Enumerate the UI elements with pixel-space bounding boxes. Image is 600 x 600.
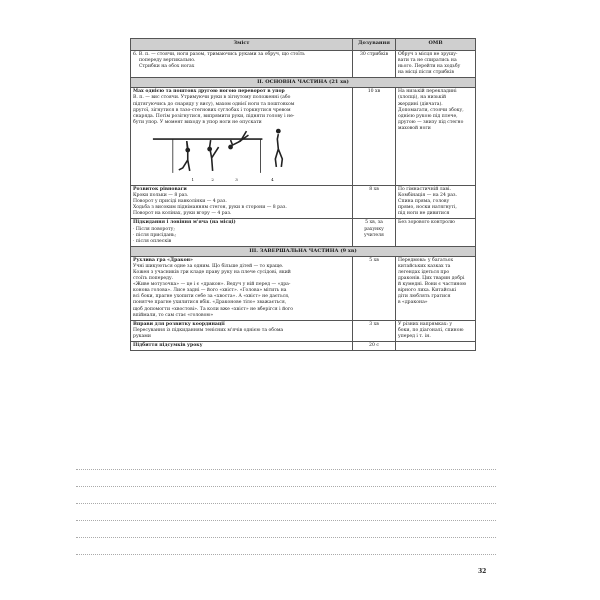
text-line: підтягуючись до снаряду у вису), махом однієї ноги та поштовхом (133, 101, 295, 107)
text-line: в «дракона» (398, 300, 428, 306)
text-line: легендах ідеться про (398, 269, 450, 275)
row-content (131, 219, 353, 246)
text-line: щоб допомогти «хвостові». Та коли вже «хвіст» не вберігся і його (133, 306, 294, 312)
row-omv (396, 256, 476, 320)
exercise-title: Підбиття підсумків уроку (133, 343, 203, 348)
row-content (131, 51, 353, 78)
text-line: рахунку (364, 226, 384, 232)
text-line: (хлопці), на низькій (398, 95, 447, 101)
text-line: стоїть попереду. (133, 276, 174, 282)
text-line: всі боки, прагне ухопити себе за «хвоста». А «хвіст» не дається, (133, 294, 290, 300)
row-omv (396, 219, 476, 246)
lesson-plan-table (130, 38, 476, 351)
text-line: китайських казках та (398, 263, 451, 269)
text-line: боки, по діагоналі, спиною (398, 327, 464, 333)
text-line: вати та не спиратись на (398, 58, 457, 64)
text-line: Кожен з учасників гри кладе праву руку на плече сусідові, який (133, 269, 291, 275)
figure-label: 2 (211, 176, 214, 182)
text-line: під ноги не дивитися (398, 211, 450, 217)
text-line: Стрибки на обох ногах (139, 64, 195, 70)
text-line: другою — знизу під стегно (398, 119, 464, 125)
figure-label: 3 (235, 176, 238, 182)
text-line: Поворот на колінах, руки вгору — 4 раз. (133, 211, 232, 217)
note-line (76, 537, 496, 538)
exercise-title: Вправи для розвитку координації (133, 321, 225, 327)
table-row (131, 51, 476, 78)
text-line: · після присідань; (133, 232, 177, 238)
table-row (131, 185, 476, 218)
section-title: III. ЗАВЕРШАЛЬНА ЧАСТИНА (9 хв) (131, 246, 476, 256)
section-row-main (131, 78, 476, 88)
text-line: На низькій перекладині (398, 89, 457, 95)
text-line: Без зорового контролю (398, 220, 455, 226)
exercise-title: Розвиток рівноваги (133, 186, 187, 192)
text-line: Спина пряма, голову (398, 199, 450, 205)
row-content (131, 320, 353, 341)
text-line: руками (133, 333, 151, 339)
table-row (131, 219, 476, 246)
text-line: «Живе мотузочка» — це і є «дракон». Ведуч у ній перед — «дра- (133, 282, 291, 288)
text-line: Учні шикуються одне за одним. Що більше дітей — то краще. (133, 263, 284, 269)
text-line: жердині (дівчата). (398, 101, 443, 107)
table-row (131, 88, 476, 186)
row-dosage: 10 хв (353, 88, 396, 186)
row-dosage: 5 хв (353, 256, 396, 320)
table-header-row (131, 39, 476, 51)
text-line: Передмова: у багатьох (398, 257, 454, 263)
note-line (76, 486, 496, 487)
header-dosage: Дозування (353, 39, 396, 51)
text-line: Обруч з місця не зрушу- (398, 52, 458, 57)
header-omv: ОМВ (396, 39, 476, 51)
row-dosage: 30 стрибків (353, 51, 396, 78)
text-line: Кроки польки — 8 раз. (133, 193, 189, 199)
row-content (131, 256, 353, 320)
table-row (131, 320, 476, 341)
row-omv (396, 51, 476, 78)
row-dosage (353, 219, 396, 246)
text-line: вірного лиха. Китайські (398, 288, 457, 294)
text-line: понятче прагне ухилитися вбік. «Драконове тіло» зважається, (133, 300, 287, 306)
text-line: попереду вертикально. (139, 58, 196, 64)
row-omv (396, 88, 476, 186)
text-line: прямо, носки натягнуті, (398, 205, 457, 211)
row-dosage: 3 хв (353, 320, 396, 341)
note-line (76, 503, 496, 504)
text-line: Комбінація — на 24 раз. (398, 193, 457, 199)
section-row-final (131, 246, 476, 256)
row-content (131, 88, 353, 186)
row-omv (396, 185, 476, 218)
text-line: діти люблять гратися (398, 294, 451, 300)
text-line: драконів. Цих тварин добрі (398, 276, 465, 282)
text-line: уперед і т. ін. (398, 333, 431, 339)
text-line: Пересування із підкиданням тенісних м'ячів однією та обома (133, 327, 284, 333)
row-dosage: 8 хв (353, 185, 396, 218)
text-line: 6. В. п. — стоячи, ноги разом, тримаючись руками за обруч, що стоїть (133, 52, 305, 57)
row-omv (396, 320, 476, 341)
text-line: У різних напрямках: у (398, 321, 453, 327)
text-line: нього. Перейти на ходьбу (398, 64, 461, 70)
text-line: · Після повороту; (133, 226, 175, 232)
text-line: другої, зігнутися в тазо-стегнових суглобах і торкнутися чревом (133, 107, 291, 113)
lesson-plan-page (130, 38, 475, 351)
text-line: однією рукою під плече, (398, 113, 458, 119)
figure-label: 1 (191, 176, 194, 182)
text-line: й кумедні. Вони є частиною (398, 282, 467, 288)
text-line: 5 хв, за (365, 220, 383, 226)
note-line (76, 520, 496, 521)
bar-exercise-figure (133, 127, 350, 183)
text-line: Поворот у присіді навколінки — 4 раз. (133, 199, 227, 205)
page-number: 32 (478, 568, 487, 575)
text-line: Ходьба з високим підніманням стегон, руки в сторони — 8 раз. (133, 205, 287, 211)
header-content: Зміст (131, 39, 353, 51)
exercise-title: Рухлива гра «Дракон» (133, 257, 193, 263)
note-line (76, 554, 496, 555)
row-dosage: 20 с (353, 342, 396, 351)
text-line: конова голова». Лисе задні — його «хвіст». «Голова» мітить на (133, 288, 287, 294)
text-line: впіймали, то сам стає «головою» (133, 312, 214, 318)
row-content (131, 185, 353, 218)
row-omv (396, 342, 476, 351)
text-line: бути упор. У момент виходу в упор ноги не опускати (133, 119, 262, 125)
section-title: II. ОСНОВНА ЧАСТИНА (21 хв) (131, 78, 476, 88)
exercise-title: Підкидання і ловіння м'яча (на місці) (133, 220, 236, 226)
figure-label: 4 (271, 176, 274, 182)
exercise-title: Мах однією та поштовх другою ногою переворот в упор (133, 89, 285, 95)
text-line: · після оплесків (133, 238, 172, 244)
text-line: на місці після стрибків (398, 70, 454, 76)
text-line: снаряда. Потім розігнутися, випрямити руки, підняти голову і не- (133, 113, 295, 119)
note-line (76, 469, 496, 470)
text-line: В. п. — вис стоячи. Утримуючи руки в зігнутому положенні (або (133, 95, 291, 101)
text-line: Допомагати, стоячи збоку, (398, 107, 464, 113)
row-content (131, 342, 353, 351)
text-line: По гімнастичній лаві. (398, 186, 451, 192)
table-row (131, 256, 476, 320)
table-row (131, 342, 476, 351)
text-line: маховой ноги (398, 125, 431, 131)
text-line: учителя (364, 232, 384, 238)
